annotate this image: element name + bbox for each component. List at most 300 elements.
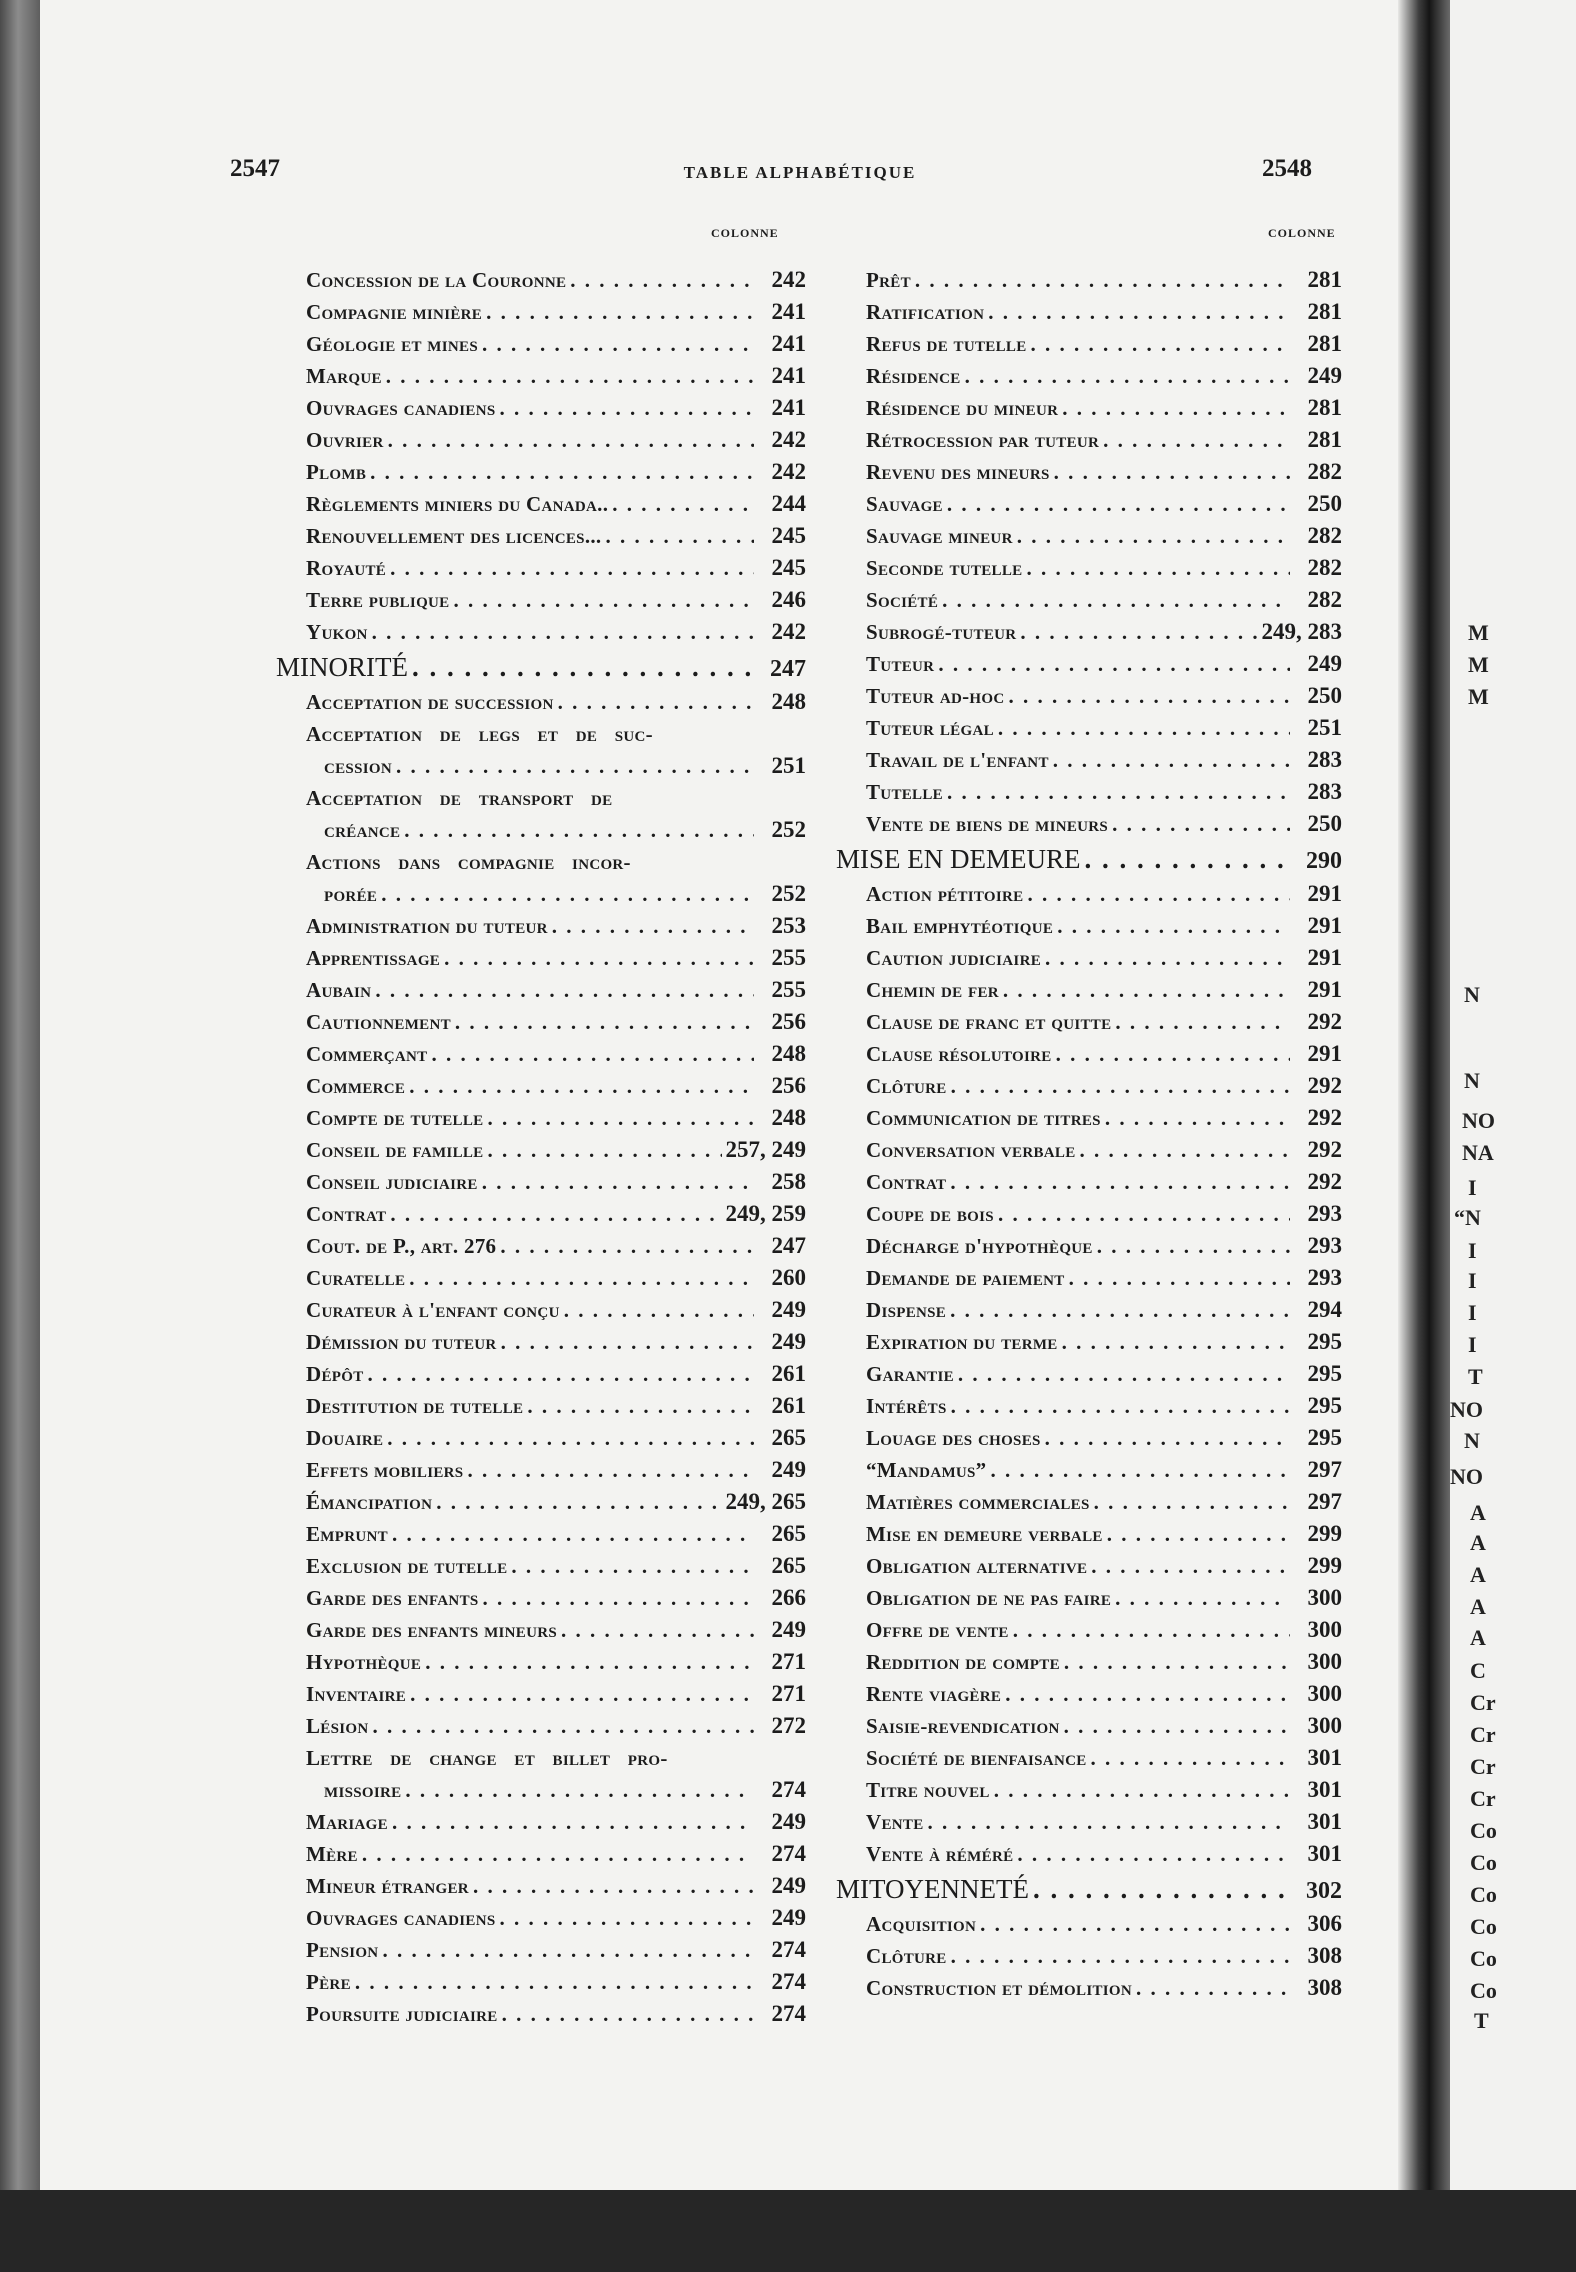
index-entry — [836, 680, 1342, 712]
leader-dots — [405, 1774, 754, 1806]
entry-page-reference: 282 — [1307, 555, 1342, 580]
entry-label: Marque — [306, 364, 382, 388]
entry-page-reference: 299 — [1307, 1553, 1342, 1578]
index-entry — [836, 1294, 1342, 1326]
leader-dots — [432, 1038, 755, 1070]
entry-page-reference: 282 — [1307, 459, 1342, 484]
entry-label: Commerçant — [306, 1042, 428, 1066]
entry-label: Poursuite judiciaire — [306, 2002, 498, 2026]
leader-dots — [396, 750, 754, 782]
entry-page-reference: 248 — [771, 1041, 806, 1066]
index-entry — [836, 1262, 1342, 1294]
entry-label: Conseil judiciaire — [306, 1170, 478, 1194]
entry-page-reference: 260 — [771, 1265, 806, 1290]
leader-dots — [994, 1774, 1290, 1806]
entry-label: Rétrocession par tuteur — [866, 428, 1100, 452]
entry-label: Obligation de ne pas faire — [866, 1586, 1112, 1610]
entry-page-reference: 251 — [1307, 715, 1342, 740]
entry-label: Sauvage — [866, 492, 943, 516]
leader-dots — [455, 1006, 754, 1038]
entry-label: Tuteur ad-hoc — [866, 684, 1005, 708]
index-entry — [836, 584, 1342, 616]
entry-label: MINORITÉ — [276, 652, 408, 682]
index-entry — [276, 552, 806, 584]
entry-label: Actions dans compagnie incor- — [306, 850, 631, 874]
index-entry — [836, 1518, 1342, 1550]
entry-label: Contrat — [866, 1170, 947, 1194]
entry-page-reference: 246 — [771, 587, 806, 612]
entry-page-reference: 248 — [771, 1105, 806, 1130]
leader-dots — [1033, 1870, 1290, 1908]
index-entry — [276, 1614, 806, 1646]
entry-label: Apprentissage — [306, 946, 441, 970]
index-entry — [276, 520, 806, 552]
leader-dots — [362, 1838, 754, 1870]
entry-label: Travail de l'enfant — [866, 748, 1049, 772]
entry-label: Mère — [306, 1842, 358, 1866]
entry-label: Décharge d'hypothèque — [866, 1234, 1093, 1258]
index-column-left — [276, 264, 806, 2030]
entry-page-reference: 295 — [1307, 1361, 1342, 1386]
leader-dots — [1009, 680, 1291, 712]
entry-page-reference: 261 — [771, 1361, 806, 1386]
entry-page-reference: 265 — [771, 1553, 806, 1578]
facing-page-fragment: A — [1470, 1625, 1486, 1650]
entry-page-reference: 306 — [1307, 1911, 1342, 1936]
index-entry — [836, 392, 1342, 424]
leader-dots — [928, 1806, 1290, 1838]
entry-page-reference: 292 — [1307, 1073, 1342, 1098]
entry-label: Compagnie minière — [306, 300, 483, 324]
entry-label: Intérêts — [866, 1394, 947, 1418]
index-entry — [836, 360, 1342, 392]
leader-dots — [570, 264, 754, 296]
entry-label: Clôture — [866, 1944, 947, 1968]
entry-label: Cautionnement — [306, 1010, 451, 1034]
entry-label: Mineur étranger — [306, 1874, 469, 1898]
entry-page-reference: 291 — [1307, 977, 1342, 1002]
entry-page-reference: 242 — [771, 427, 806, 452]
index-entry — [276, 1838, 806, 1870]
facing-page-edge — [1450, 0, 1576, 2190]
leader-dots — [1136, 1972, 1290, 2004]
entry-page-reference: 261 — [771, 1393, 806, 1418]
entry-page-reference: 249, 283 — [1261, 619, 1342, 644]
leader-dots — [500, 392, 754, 424]
leader-dots — [501, 1326, 754, 1358]
entry-label: Coupe de bois — [866, 1202, 994, 1226]
entry-label: Destitution de tutelle — [306, 1394, 524, 1418]
entry-label: Père — [306, 1970, 351, 1994]
leader-dots — [1026, 552, 1290, 584]
entry-label: Acceptation de succession — [306, 690, 554, 714]
index-entry — [836, 328, 1342, 360]
entry-label: Conversation verbale — [866, 1138, 1076, 1162]
index-heading — [836, 840, 1342, 878]
index-entry — [276, 910, 806, 942]
index-entry — [276, 1038, 806, 1070]
index-entry — [836, 1486, 1342, 1518]
entry-label: Pension — [306, 1938, 379, 1962]
entry-page-reference: 274 — [771, 1969, 806, 1994]
facing-page-fragment: A — [1470, 1562, 1486, 1587]
entry-label: Résidence — [866, 364, 961, 388]
index-entry — [276, 296, 806, 328]
leader-dots — [482, 328, 754, 360]
index-entry — [836, 776, 1342, 808]
facing-page-fragments — [1450, 0, 1576, 2190]
entry-page-reference: 271 — [771, 1649, 806, 1674]
leader-dots — [483, 1582, 754, 1614]
index-entry — [836, 616, 1342, 648]
entry-label: Lettre de change et billet pro- — [306, 1746, 668, 1770]
entry-page-reference: 245 — [771, 555, 806, 580]
facing-page-fragment: Cr — [1470, 1786, 1496, 1811]
leader-dots — [511, 1550, 754, 1582]
entry-page-reference: 249, 265 — [725, 1489, 806, 1514]
entry-page-reference: 242 — [771, 619, 806, 644]
entry-page-reference: 249 — [771, 1297, 806, 1322]
entry-label: Matières commerciales — [866, 1490, 1090, 1514]
entry-label: Reddition de compte — [866, 1650, 1060, 1674]
facing-page-fragment: Co — [1470, 1914, 1497, 1939]
entry-label: Ratification — [866, 300, 985, 324]
entry-label: Caution judiciaire — [866, 946, 1042, 970]
index-entry — [836, 1742, 1342, 1774]
index-entry — [836, 1390, 1342, 1422]
entry-label: Emprunt — [306, 1522, 388, 1546]
leader-dots — [390, 1198, 721, 1230]
entry-page-reference: 257, 249 — [725, 1137, 806, 1162]
entry-page-reference: 297 — [1307, 1457, 1342, 1482]
index-entry — [836, 1230, 1342, 1262]
entry-page-reference: 283 — [1307, 779, 1342, 804]
index-entry — [836, 942, 1342, 974]
index-entry — [276, 264, 806, 296]
entry-page-reference: 247 — [770, 656, 806, 682]
index-entry — [836, 456, 1342, 488]
index-heading — [276, 648, 806, 686]
entry-page-reference: 249 — [771, 1905, 806, 1930]
entry-page-reference: 248 — [771, 689, 806, 714]
entry-page-reference: 250 — [1307, 811, 1342, 836]
entry-page-reference: 241 — [771, 395, 806, 420]
entry-page-reference: 291 — [1307, 913, 1342, 938]
entry-label: Aubain — [306, 978, 372, 1002]
entry-page-reference: 295 — [1307, 1393, 1342, 1418]
leader-dots — [951, 1390, 1290, 1422]
facing-page-fragment: NO — [1450, 1397, 1483, 1422]
leader-dots — [410, 1678, 754, 1710]
entry-label: Communication de titres — [866, 1106, 1101, 1130]
index-entry — [276, 1518, 806, 1550]
index-entry — [276, 1806, 806, 1838]
entry-page-reference: 291 — [1307, 1041, 1342, 1066]
entry-label: Tuteur — [866, 652, 935, 676]
facing-page-fragment: A — [1470, 1530, 1486, 1555]
leader-dots — [605, 520, 754, 552]
entry-page-reference: 293 — [1307, 1265, 1342, 1290]
entry-page-reference: 274 — [771, 1777, 806, 1802]
index-entry — [276, 488, 806, 520]
facing-page-fragment: C — [1470, 1658, 1486, 1683]
entry-label: créance — [324, 818, 401, 842]
entry-page-reference: 244 — [771, 491, 806, 516]
index-entry — [276, 1166, 806, 1198]
entry-label: Royauté — [306, 556, 387, 580]
index-entry — [276, 1550, 806, 1582]
leader-dots — [473, 1870, 754, 1902]
entry-page-reference: 300 — [1307, 1585, 1342, 1610]
index-entry — [836, 1972, 1342, 2004]
entry-page-reference: 265 — [771, 1521, 806, 1546]
entry-label: Mariage — [306, 1810, 388, 1834]
entry-page-reference: 252 — [771, 817, 806, 842]
column-header-left: COLONNE — [711, 226, 779, 240]
facing-page-fragment: I — [1468, 1300, 1477, 1325]
leader-dots — [942, 584, 1290, 616]
entry-page-reference: 266 — [771, 1585, 806, 1610]
index-entry — [836, 488, 1342, 520]
entry-label: Saisie-revendication — [866, 1714, 1060, 1738]
leader-dots — [1003, 974, 1290, 1006]
entry-label: Demande de paiement — [866, 1266, 1065, 1290]
leader-dots — [404, 814, 754, 846]
leader-dots — [444, 942, 754, 974]
leader-dots — [1057, 910, 1290, 942]
index-entry-line — [276, 782, 806, 814]
leader-dots — [1103, 424, 1290, 456]
entry-page-reference: 300 — [1307, 1713, 1342, 1738]
leader-dots — [561, 1614, 754, 1646]
leader-dots — [951, 1070, 1290, 1102]
entry-page-reference: 300 — [1307, 1617, 1342, 1642]
index-entry — [836, 1582, 1342, 1614]
leader-dots — [412, 648, 754, 686]
entry-label: Subrogé-tuteur — [866, 620, 1017, 644]
facing-page-fragment: I — [1468, 1238, 1477, 1263]
facing-page-fragment: M — [1468, 620, 1489, 645]
entry-label: Vente — [866, 1810, 924, 1834]
entry-page-reference: 281 — [1307, 427, 1342, 452]
leader-dots — [487, 1102, 754, 1134]
entry-page-reference: 271 — [771, 1681, 806, 1706]
leader-dots — [915, 264, 1290, 296]
entry-label: Chemin de fer — [866, 978, 999, 1002]
index-entry — [836, 1070, 1342, 1102]
index-entry — [836, 1422, 1342, 1454]
entry-page-reference: 256 — [771, 1009, 806, 1034]
entry-label: Clôture — [866, 1074, 947, 1098]
entry-label: Société de bienfaisance — [866, 1746, 1087, 1770]
index-entry — [836, 520, 1342, 552]
entry-label: Concession de la Couronne — [306, 268, 567, 292]
entry-page-reference: 290 — [1306, 848, 1342, 874]
leader-dots — [372, 616, 754, 648]
entry-label: missoire — [324, 1778, 402, 1802]
entry-page-reference: 249 — [1307, 651, 1342, 676]
leader-dots — [1085, 840, 1291, 878]
entry-label: Garantie — [866, 1362, 954, 1386]
entry-page-reference: 282 — [1307, 523, 1342, 548]
entry-page-reference: 300 — [1307, 1649, 1342, 1674]
leader-dots — [998, 1198, 1290, 1230]
index-entry — [276, 942, 806, 974]
entry-label: Louage des choses — [866, 1426, 1041, 1450]
entry-label: Ouvrier — [306, 428, 384, 452]
facing-page-fragment: Co — [1470, 1850, 1497, 1875]
index-entry — [276, 1902, 806, 1934]
entry-label: Sauvage mineur — [866, 524, 1013, 548]
entry-page-reference: 241 — [771, 331, 806, 356]
leader-dots — [375, 974, 754, 1006]
leader-dots — [370, 456, 754, 488]
entry-label: Acquisition — [866, 1912, 977, 1936]
facing-page-fragment: Cr — [1470, 1754, 1496, 1779]
index-entry — [836, 878, 1342, 910]
index-entry — [276, 1678, 806, 1710]
entry-label: Clause résolutoire — [866, 1042, 1052, 1066]
leader-dots — [382, 1934, 754, 1966]
index-entry-continuation — [276, 878, 806, 910]
entry-label: Action pétitoire — [866, 882, 1024, 906]
index-entry — [836, 1678, 1342, 1710]
index-entry — [276, 1486, 806, 1518]
facing-page-fragment: I — [1468, 1175, 1477, 1200]
index-entry — [276, 328, 806, 360]
entry-page-reference: 281 — [1307, 395, 1342, 420]
entry-label: Règlements miniers du Canada.. — [306, 492, 609, 516]
leader-dots — [990, 1454, 1290, 1486]
facing-page-fragment: M — [1468, 652, 1489, 677]
entry-page-reference: 249 — [771, 1873, 806, 1898]
entry-label: Géologie et mines — [306, 332, 478, 356]
facing-page-fragment: Cr — [1470, 1690, 1496, 1715]
index-entry — [836, 1198, 1342, 1230]
index-entry — [276, 360, 806, 392]
entry-label: Offre de vente — [866, 1618, 1009, 1642]
index-entry — [836, 1806, 1342, 1838]
index-entry — [836, 648, 1342, 680]
leader-dots — [552, 910, 754, 942]
entry-label: Garde des enfants — [306, 1586, 479, 1610]
entry-page-reference: 265 — [771, 1425, 806, 1450]
index-entry — [276, 1006, 806, 1038]
entry-page-reference: 256 — [771, 1073, 806, 1098]
entry-page-reference: 302 — [1306, 1878, 1342, 1904]
facing-page-fragment: N — [1464, 982, 1480, 1007]
leader-dots — [1027, 878, 1290, 910]
entry-page-reference: 250 — [1307, 683, 1342, 708]
index-entry-line — [276, 846, 806, 878]
facing-page-fragment: Co — [1470, 1818, 1497, 1843]
entry-label: Douaire — [306, 1426, 384, 1450]
entry-label: Société — [866, 588, 939, 612]
index-entry — [276, 1262, 806, 1294]
leader-dots — [1062, 1326, 1290, 1358]
leader-dots — [392, 1806, 754, 1838]
leader-dots — [1013, 1614, 1290, 1646]
entry-label: Vente de biens de mineurs — [866, 812, 1109, 836]
index-entry — [276, 392, 806, 424]
index-heading — [836, 1870, 1342, 1908]
entry-label: Lésion — [306, 1714, 369, 1738]
leader-dots — [368, 1358, 754, 1390]
entry-label: porée — [324, 882, 378, 906]
entry-page-reference: 292 — [1307, 1169, 1342, 1194]
index-entry-line — [276, 718, 806, 750]
index-entry — [276, 1422, 806, 1454]
entry-label: Clause de franc et quitte — [866, 1010, 1112, 1034]
book-binding-edge — [0, 0, 40, 2272]
entry-label: “Mandamus” — [866, 1458, 987, 1482]
index-entry — [276, 1454, 806, 1486]
leader-dots — [938, 648, 1290, 680]
leader-dots — [500, 1230, 754, 1262]
entry-page-reference: 295 — [1307, 1425, 1342, 1450]
index-entry — [276, 1582, 806, 1614]
leader-dots — [409, 1070, 754, 1102]
leader-dots — [998, 712, 1290, 744]
leader-dots — [950, 1166, 1290, 1198]
entry-label: Ouvrages canadiens — [306, 396, 496, 420]
entry-page-reference: 301 — [1307, 1745, 1342, 1770]
leader-dots — [409, 1262, 754, 1294]
index-entry — [276, 1998, 806, 2030]
leader-dots — [1064, 1710, 1290, 1742]
leader-dots — [502, 1998, 754, 2030]
entry-page-reference: 247 — [771, 1233, 806, 1258]
entry-label: Administration du tuteur — [306, 914, 548, 938]
leader-dots — [1115, 1006, 1290, 1038]
leader-dots — [1054, 456, 1290, 488]
index-entry — [836, 1358, 1342, 1390]
leader-dots — [1091, 1550, 1290, 1582]
index-entry — [836, 1710, 1342, 1742]
facing-page-fragment: Cr — [1470, 1722, 1496, 1747]
index-entry — [276, 1390, 806, 1422]
index-entry — [836, 1166, 1342, 1198]
entry-label: Construction et démolition — [866, 1976, 1133, 2000]
entry-page-reference: 251 — [771, 753, 806, 778]
index-column-right — [836, 264, 1342, 2004]
entry-label: Inventaire — [306, 1682, 407, 1706]
entry-page-reference: 255 — [771, 945, 806, 970]
leader-dots — [958, 1358, 1290, 1390]
entry-label: Mise en demeure verbale — [866, 1522, 1103, 1546]
entry-label: Prêt — [866, 268, 911, 292]
index-entry — [836, 1838, 1342, 1870]
entry-page-reference: 272 — [771, 1713, 806, 1738]
index-entry — [276, 1230, 806, 1262]
leader-dots — [387, 1422, 754, 1454]
entry-page-reference: 299 — [1307, 1521, 1342, 1546]
entry-page-reference: 282 — [1307, 587, 1342, 612]
index-entry — [836, 1006, 1342, 1038]
index-entry — [276, 1934, 806, 1966]
facing-page-fragment: NO — [1462, 1108, 1495, 1133]
leader-dots — [947, 776, 1290, 808]
entry-label: Émancipation — [306, 1490, 433, 1514]
index-entry — [276, 1326, 806, 1358]
entry-page-reference: 249 — [771, 1329, 806, 1354]
facing-page-fragment: Co — [1470, 1882, 1497, 1907]
entry-label: Curateur à l'enfant conçu — [306, 1298, 560, 1322]
entry-page-reference: 274 — [771, 1937, 806, 1962]
index-entry — [836, 1454, 1342, 1486]
entry-label: Tuteur légal — [866, 716, 994, 740]
index-entry-continuation — [276, 1774, 806, 1806]
